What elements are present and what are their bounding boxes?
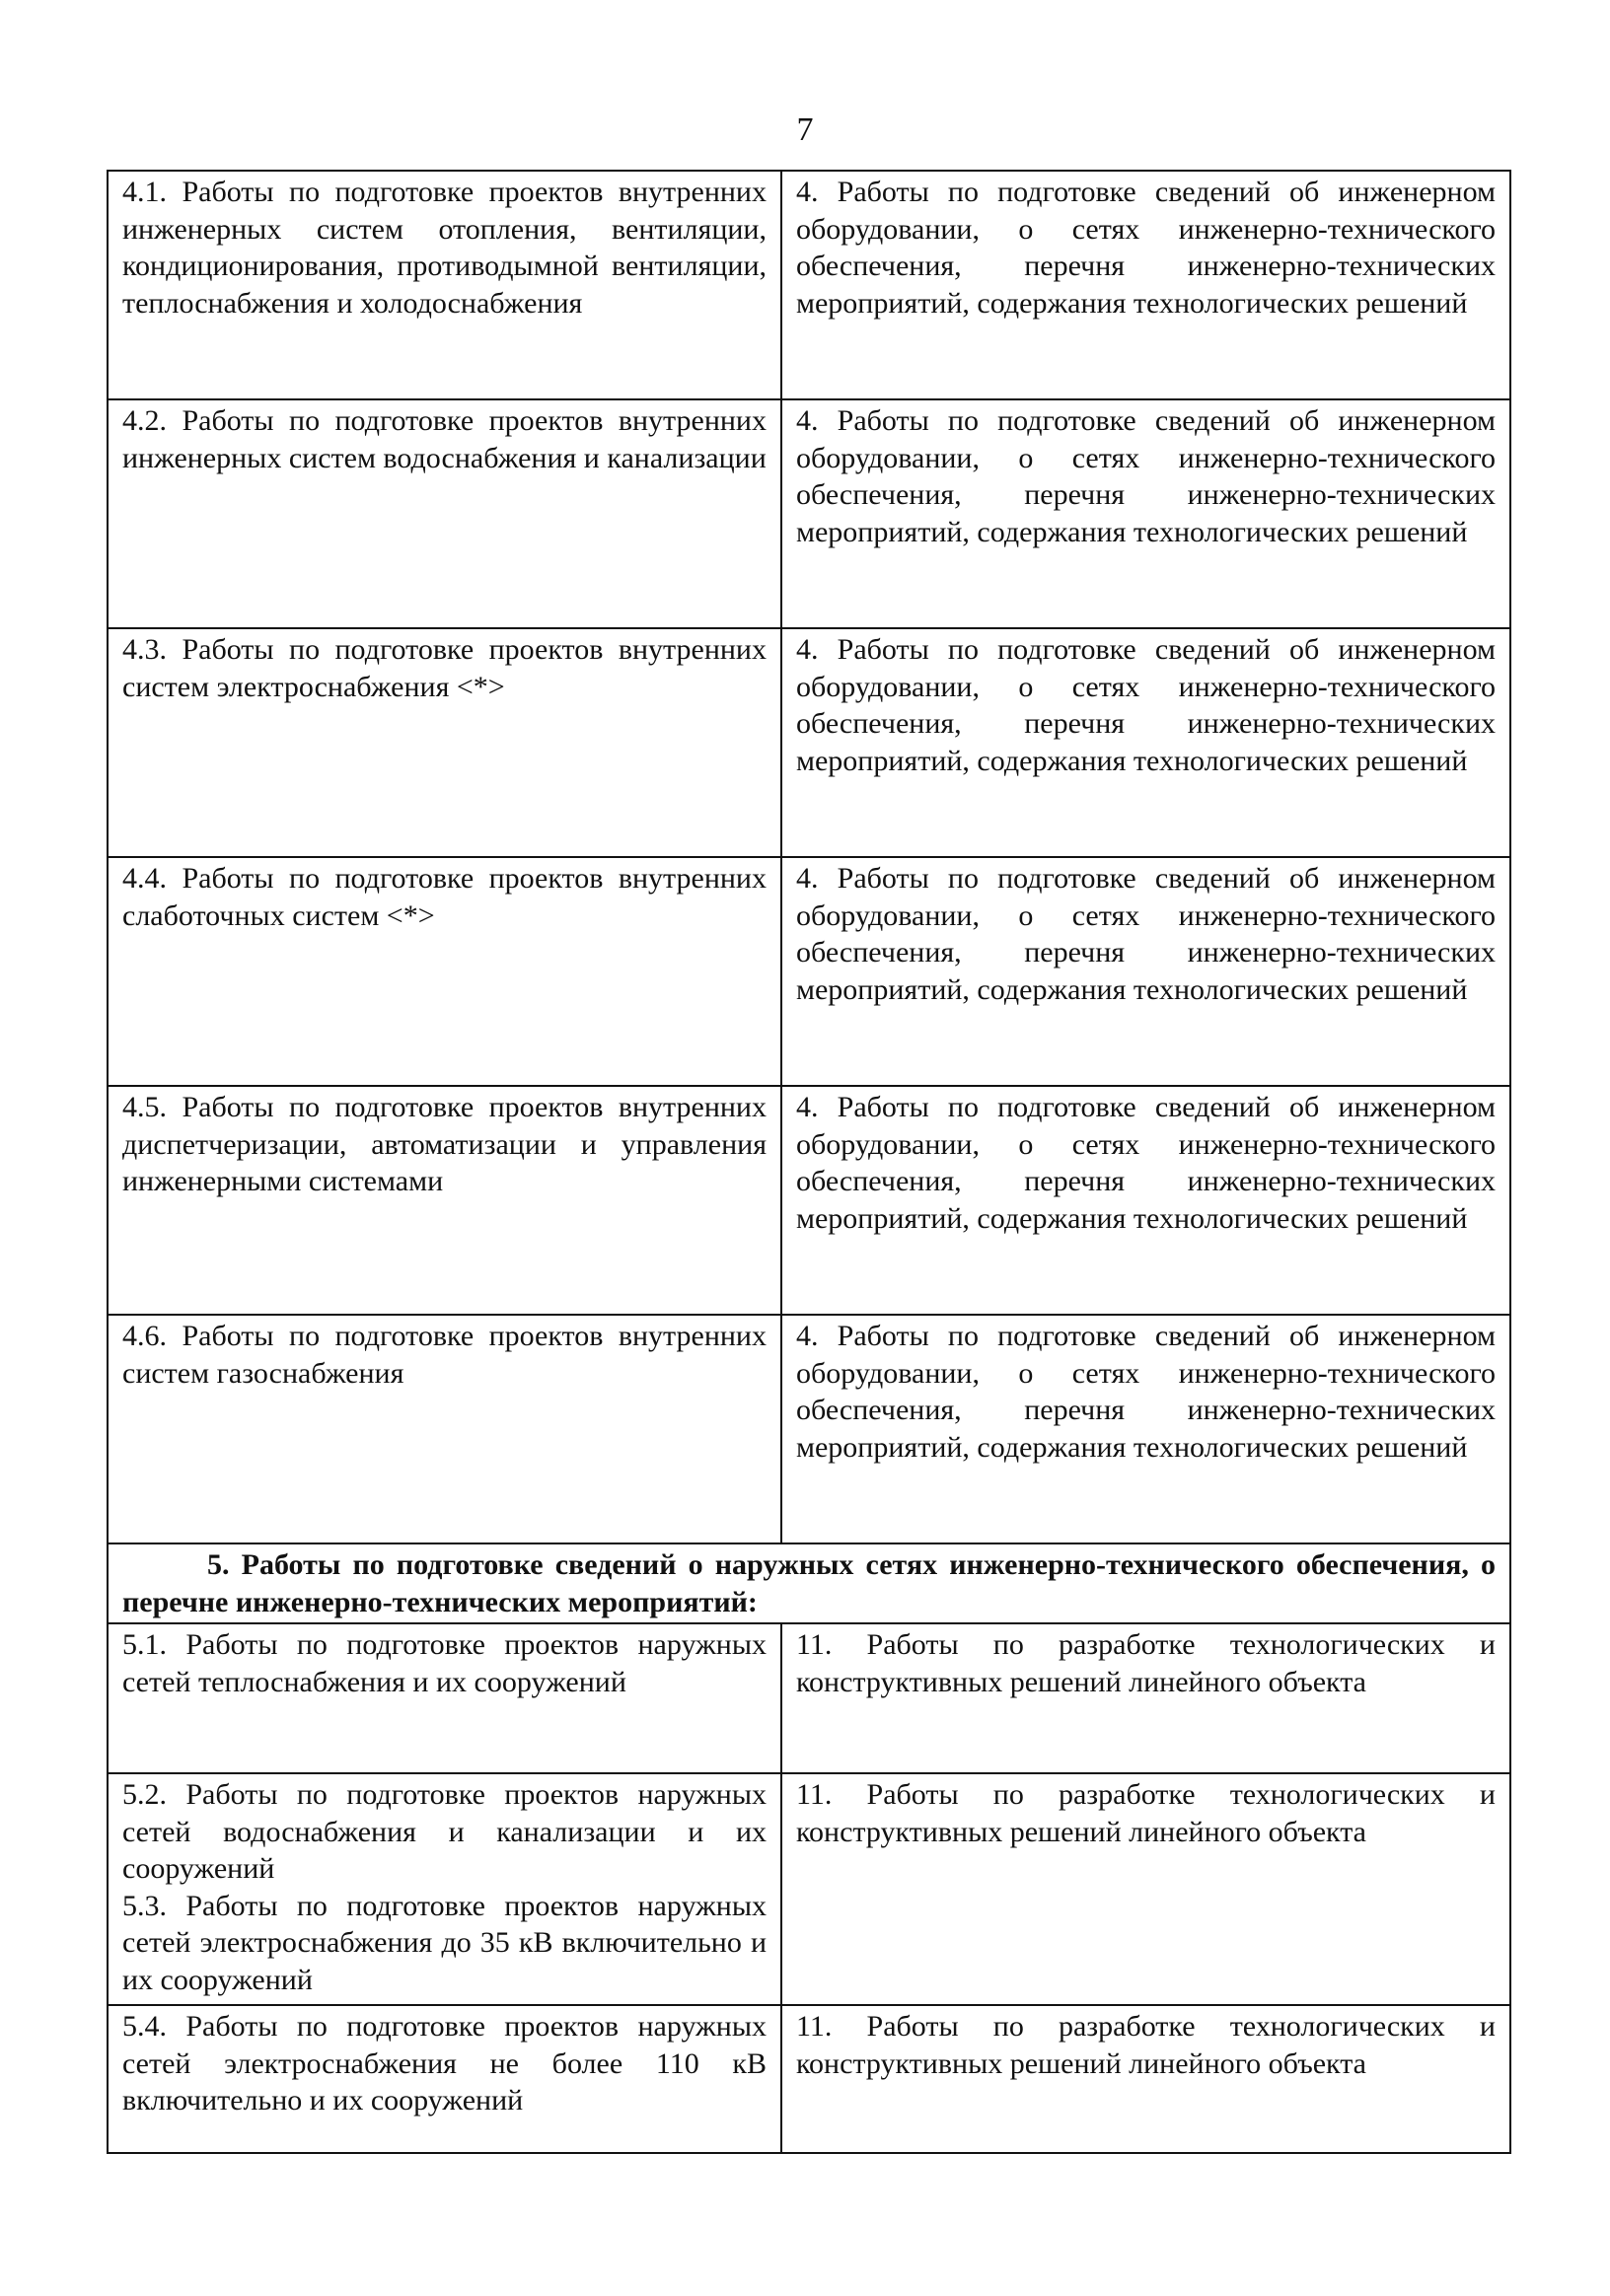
table-row — [108, 1315, 1510, 1543]
work-type-cell: 4.2. Работы по подготовке проектов внутренних инженерных систем водоснабжения и канализации — [108, 399, 781, 628]
work-type-cell: 4.3. Работы по подготовке проектов внутренних систем электроснабжения <*> — [108, 628, 781, 857]
requirement-cell: 4. Работы по подготовке сведений об инженерном оборудовании, о сетях инженерно-технического обеспечения, перечня инженерно-технических мероприятий, содержания технологических решений — [781, 628, 1510, 857]
section-heading: 5. Работы по подготовке сведений о наружных сетях инженерно-технического обеспечения, о перечне инженерно-технических мероприятий: — [108, 1543, 1510, 1623]
work-type-cell: 4.5. Работы по подготовке проектов внутренних диспетчеризации, автоматизации и управления инженерными системами — [108, 1086, 781, 1315]
table-row — [108, 628, 1510, 857]
requirement-cell: 4. Работы по подготовке сведений об инженерном оборудовании, о сетях инженерно-технического обеспечения, перечня инженерно-технических мероприятий, содержания технологических решений — [781, 1315, 1510, 1543]
requirement-cell: 11. Работы по разработке технологических и конструктивных решений линейного объекта — [781, 1623, 1510, 1773]
table-row — [108, 1773, 1510, 2005]
table-row — [108, 1086, 1510, 1315]
work-type-cell: 4.6. Работы по подготовке проектов внутренних систем газоснабжения — [108, 1315, 781, 1543]
table-row — [108, 399, 1510, 628]
table-row — [108, 857, 1510, 1086]
work-type-cell: 4.4. Работы по подготовке проектов внутренних слаботочных систем <*> — [108, 857, 781, 1086]
requirement-cell: 4. Работы по подготовке сведений об инженерном оборудовании, о сетях инженерно-технического обеспечения, перечня инженерно-технических мероприятий, содержания технологических решений — [781, 399, 1510, 628]
requirement-cell: 4. Работы по подготовке сведений об инженерном оборудовании, о сетях инженерно-технического обеспечения, перечня инженерно-технических мероприятий, содержания технологических решений — [781, 857, 1510, 1086]
table-row — [108, 2005, 1510, 2153]
work-type-cell — [108, 1773, 781, 2005]
requirement-cell: 4. Работы по подготовке сведений об инженерном оборудовании, о сетях инженерно-технического обеспечения, перечня инженерно-технических мероприятий, содержания технологических решений — [781, 1086, 1510, 1315]
work-type-cell: 5.1. Работы по подготовке проектов наружных сетей теплоснабжения и их сооружений — [108, 1623, 781, 1773]
work-type-item: 5.3. Работы по подготовке проектов наружных сетей электроснабжения до 35 кВ включительно и их сооружений — [122, 1889, 767, 1996]
requirement-cell: 4. Работы по подготовке сведений об инженерном оборудовании, о сетях инженерно-технического обеспечения, перечня инженерно-технических мероприятий, содержания технологических решений — [781, 171, 1510, 399]
work-type-item: 5.2. Работы по подготовке проектов наружных сетей водоснабжения и канализации и их сооружений — [122, 1778, 767, 1885]
section-heading-row — [108, 1543, 1510, 1623]
work-type-cell: 4.1. Работы по подготовке проектов внутренних инженерных систем отопления, вентиляции, кондиционирования, противодымной вентиляции, теплоснабжения и холодоснабжения — [108, 171, 781, 399]
page-number: 7 — [796, 111, 814, 148]
table-row — [108, 171, 1510, 399]
work-type-cell: 5.4. Работы по подготовке проектов наружных сетей электроснабжения не более 110 кВ включительно и их сооружений — [108, 2005, 781, 2153]
requirement-cell: 11. Работы по разработке технологических и конструктивных решений линейного объекта — [781, 2005, 1510, 2153]
requirement-cell: 11. Работы по разработке технологических и конструктивных решений линейного объекта — [781, 1773, 1510, 2005]
table-row — [108, 1623, 1510, 1773]
works-table — [107, 170, 1511, 2154]
